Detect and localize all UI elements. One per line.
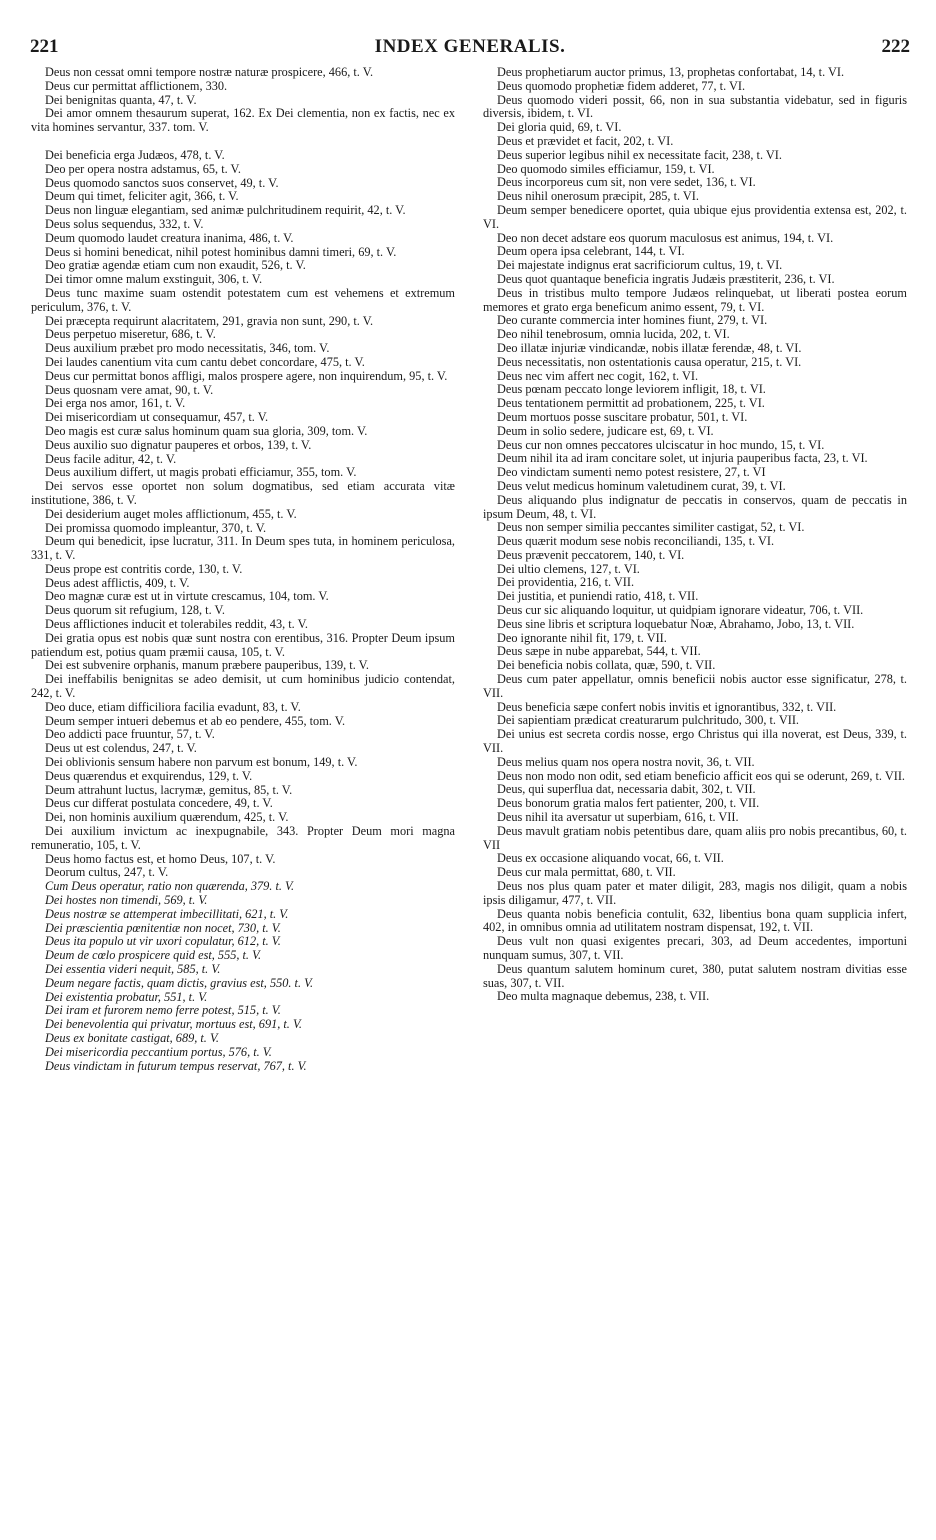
index-entry: Deus cur permittat afflictionem, 330.: [45, 78, 228, 93]
index-entry: Dei præscientia pœnitentiæ non nocet, 730, t. V.: [45, 920, 281, 935]
index-entry: Deus cum pater appellatur, omnis beneficii nobis auctor esse significatur, 278, t. VII.: [483, 672, 907, 700]
index-entry: Deo multa magnaque debemus, 238, t. VII.: [497, 989, 710, 1004]
index-entry: Dei amor omnem thesaurum superat, 162. Ex Dei clementia, non ex factis, nec ex vita homines servantur, 337. tom. V.: [31, 106, 455, 135]
index-entry: Deus superior legibus nihil ex necessitate facit, 238, t. VI.: [497, 147, 782, 162]
index-entry: Dei existentia probatur, 551, t. V.: [45, 989, 208, 1004]
index-entry: Deum semper intueri debemus et ab eo pendere, 455, tom. V.: [45, 713, 346, 728]
index-entry: Dei timor omne malum exstinguit, 306, t. V.: [45, 272, 263, 287]
index-entry: Deo non decet adstare eos quorum maculosus est animus, 194, t. VI.: [497, 230, 834, 245]
index-entry: Deus aliquando plus indignatur de peccatis in conservos, quam de peccatis in ipsum Deum, 48, t. VI.: [483, 492, 907, 521]
index-entry: Deus quot quantaque beneficia ingratis Judæis præstiterit, 236, t. VI.: [497, 271, 835, 286]
index-entry: Deus si homini benedicat, nihil potest hominibus damni timeri, 69, t. V.: [45, 244, 397, 259]
index-entry: Deus non linguæ elegantiam, sed animæ pulchritudinem requirit, 42, t. V.: [45, 203, 406, 218]
index-entry: Deus prophetiarum auctor primus, 13, prophetas confortabat, 14, t. VI.: [497, 65, 845, 79]
index-entry: Deus quantum salutem hominum curet, 380, putat salutem nostram divitias esse suas, 307, t. VII.: [483, 961, 907, 990]
index-entry: Deus bonorum gratia malos fert patienter, 200, t. VII.: [497, 796, 760, 811]
page-number-left: 221: [30, 36, 59, 57]
index-entry: Deus vindictam in futurum tempus reservat, 767, t. V.: [45, 1058, 307, 1073]
index-entry: Deus cur sic aliquando loquitur, ut quidpiam ignorare videatur, 706, t. VII.: [497, 603, 864, 618]
index-entry: Deus auxilium præbet pro modo necessitatis, 346, tom. V.: [45, 341, 330, 356]
index-entry: Deus sæpe in nube apparebat, 544, t. VII.: [497, 644, 701, 659]
index-entry: Dei misericordia peccantium portus, 576, t. V.: [45, 1044, 272, 1059]
index-entry: Deus nihil ita aversatur ut superbiam, 616, t. VII.: [497, 810, 739, 825]
index-entry: Dei præcepta requirunt alacritatem, 291, gravia non sunt, 290, t. V.: [45, 313, 374, 328]
index-entry: Deus non modo non odit, sed etiam beneficio afficit eos qui se oderunt, 269, t. VII.: [497, 768, 905, 783]
page-number-right: 222: [881, 36, 910, 57]
index-entry: Deus ut est colendus, 247, t. V.: [45, 741, 197, 756]
index-entry: Deus cur differat postulata concedere, 49, t. V.: [45, 796, 273, 811]
index-entry: Deo magnæ curæ est ut in virtute crescamus, 104, tom. V.: [45, 589, 329, 604]
running-title: INDEX GENERALIS.: [374, 36, 566, 57]
index-entry: Deus melius quam nos opera nostra novit, 36, t. VII.: [497, 754, 755, 769]
index-entry: Dei misericordiam ut consequamur, 457, t. V.: [45, 410, 269, 425]
index-entry: Deus nihil onerosum præcipit, 285, t. VI.: [497, 189, 699, 204]
index-entry: Deus quosnam vere amat, 90, t. V.: [45, 382, 214, 397]
index-entry: Dei est subvenire orphanis, manum præbere pauperibus, 139, t. V.: [45, 658, 369, 673]
index-entry: Deus afflictiones inducit et tolerabiles reddit, 43, t. V.: [45, 617, 308, 632]
index-entry: Dei oblivionis sensum habere non parvum est bonum, 149, t. V.: [45, 755, 358, 770]
index-entry: Deus perpetuo miseretur, 686, t. V.: [45, 327, 216, 342]
index-entry: Dei ineffabilis benignitas se adeo demisit, ut cum hominibus judicio contendat, 242, t. V.: [31, 672, 455, 701]
index-entry: Deus tentationem permittit ad probationem, 225, t. VI.: [497, 396, 765, 411]
index-entry: Dei iram et furorem nemo ferre potest, 515, t. V.: [45, 1003, 281, 1018]
index-entry: Dei justitia, et puniendi ratio, 418, t. VII.: [497, 589, 699, 604]
index-entry: Deus quorum sit refugium, 128, t. V.: [45, 603, 225, 618]
index-entry: Deus vult non quasi exigentes precari, 303, ad Deum accedentes, importuni nunquam sumus, 307, t. VII.: [483, 934, 907, 962]
index-entry: Deum semper benedicere oportet, quia ubique ejus providentia extensa est, 202, t. VI.: [483, 202, 907, 231]
index-entry: Deus ita populo ut vir uxori copulatur, 612, t. V.: [45, 934, 281, 949]
index-entry: Deum de cœlo prospicere quid est, 555, t. V.: [45, 948, 262, 963]
index-entry: Deus mavult gratiam nobis petentibus dare, quam aliis pro nobis precantibus, 60, t. VII: [483, 823, 907, 852]
index-entry: Deum qui benedicit, ipse lucratur, 311. In Deum spes tuta, in hominem periculosa, 331, t. V.: [31, 534, 455, 563]
index-entry: Deus non semper similia peccantes similiter castigat, 52, t. VI.: [497, 520, 805, 535]
index-entry: Deus quomodo sanctos suos conservet, 49, t. V.: [45, 175, 279, 190]
index-entry: Deum nihil ita ad iram concitare solet, ut injuria pauperibus facta, 23, t. VI.: [497, 451, 868, 466]
index-entry: Deus auxilium differt, ut magis probati efficiamur, 355, tom. V.: [45, 465, 357, 480]
index-entry: Deus pœnam peccato longe leviorem infligit, 18, t. VI.: [497, 382, 766, 397]
index-entry: Deo nihil tenebrosum, omnia lucida, 202, t. VI.: [497, 327, 730, 342]
index-entry: Deus quærendus et exquirendus, 129, t. V.: [45, 768, 253, 783]
index-entry: Deus nos plus quam pater et mater diligit, 283, magis nos diligit, quam a nobis ipsis diligamur, 477, t. VII.: [483, 879, 907, 907]
index-entry: Deus tunc maxime suam ostendit potestatem cum est vehemens et extremum periculum, 376, t. V.: [31, 285, 455, 314]
index-entry: Deus non cessat omni tempore nostræ naturæ prospicere, 466, t. V.: [45, 65, 374, 79]
index-entry: Deum qui timet, feliciter agit, 366, t. V.: [45, 189, 239, 204]
index-entry: Deus solus sequendus, 332, t. V.: [45, 216, 204, 231]
index-entry: Deus facile aditur, 42, t. V.: [45, 451, 177, 466]
index-entry: Dei laudes canentium vita cum cantu debet concordare, 475, t. V.: [45, 354, 365, 369]
index-entry: Deus quærit modum sese nobis reconciliandi, 135, t. VI.: [497, 534, 775, 549]
index-entry: Dei providentia, 216, t. VII.: [497, 575, 635, 590]
index-entry: Deo curante commercia inter homines fiunt, 279, t. VI.: [497, 313, 768, 328]
index-entry: Dei ultio clemens, 127, t. VI.: [497, 561, 640, 576]
index-entry: Dei beneficia nobis collata, quæ, 590, t. VII.: [497, 658, 716, 673]
index-entry: Dei majestate indignus erat sacrificiorum cultus, 19, t. VI.: [497, 258, 783, 273]
index-entry: Dei essentia videri nequit, 585, t. V.: [45, 962, 221, 976]
index-entry: Deus adest afflictis, 409, t. V.: [45, 575, 190, 590]
index-entry: Deus quomodo videri possit, 66, non in sua substantia videbatur, sed in figuris diversis, ibidem, t. VI.: [483, 92, 907, 121]
index-entry: Deum quomodo laudet creatura inanima, 486, t. V.: [45, 230, 294, 245]
index-entry: Deum mortuos posse suscitare probatur, 501, t. VI.: [497, 409, 748, 424]
index-entry: Cum Deus operatur, ratio non quærenda, 379. t. V.: [45, 879, 295, 894]
index-entry: Deus quomodo prophetiæ fidem adderet, 77, t. VI.: [497, 78, 746, 93]
index-entry: Dei unius est secreta cordis nosse, ergo Christus qui illa noverat, est Deus, 339, t. VII.: [483, 727, 907, 756]
index-entry: Deus et prævidet et facit, 202, t. VI.: [497, 133, 674, 148]
index-entry: Dei gratia opus est nobis quæ sunt nostra con erentibus, 316. Propter Deum ipsum patiendum est, potius quam præmii causa, 105, t. V.: [31, 630, 455, 659]
index-entry: Deus in tristibus multo tempore Judæos relinquebat, ut liberati postea eorum memores et grato erga beneficum animo essent, 79, t. VI.: [483, 285, 907, 314]
index-entry: Deorum cultus, 247, t. V.: [45, 865, 169, 880]
index-entry: Deus ex bonitate castigat, 689, t. V.: [45, 1030, 219, 1045]
index-entry: Dei beneficia erga Judæos, 478, t. V.: [45, 147, 225, 162]
index-entry: Deus prope est contritis corde, 130, t. V.: [45, 561, 243, 576]
index-entry: Deus cur non omnes peccatores ulciscatur in hoc mundo, 15, t. VI.: [497, 437, 825, 452]
index-entry: Dei desiderium auget moles afflictionum, 455, t. V.: [45, 506, 297, 521]
index-entry: Deo gratiæ agendæ etiam cum non exaudit, 526, t. V.: [45, 258, 306, 273]
index-entry: Deo duce, etiam difficiliora facilia evadunt, 83, t. V.: [45, 699, 301, 714]
index-entry: Dei benevolentia qui privatur, mortuus est, 691, t. V.: [45, 1017, 302, 1032]
index-entry: Deus velut medicus hominum valetudinem curat, 39, t. VI.: [497, 478, 786, 493]
index-entry: Dei, non hominis auxilium quærendum, 425, t. V.: [45, 810, 289, 825]
index-entry: Deo vindictam sumenti nemo potest resistere, 27, t. VI: [497, 465, 766, 480]
index-entry: Dei hostes non timendi, 569, t. V.: [45, 893, 208, 908]
index-entry: Deo magis est curæ salus hominum quam sua gloria, 309, tom. V.: [45, 423, 368, 438]
right-column: [483, 66, 907, 1004]
index-entry: Deo per opera nostra adstamus, 65, t. V.: [45, 161, 241, 176]
index-entry: Deum in solio sedere, judicare est, 69, t. VI.: [497, 423, 714, 438]
index-entry: Deum opera ipsa celebrant, 144, t. VI.: [497, 244, 685, 259]
running-header: [30, 36, 910, 58]
index-entry: Deo addicti pace fruuntur, 57, t. V.: [45, 727, 215, 742]
index-entry: Deus auxilio suo dignatur pauperes et orbos, 139, t. V.: [45, 437, 312, 452]
index-entry: Deus nostræ se attemperat imbecillitati, 621, t. V.: [45, 906, 289, 921]
index-entry: Deum attrahunt luctus, lacrymæ, gemitus, 85, t. V.: [45, 782, 293, 797]
index-entry: Dei gloria quid, 69, t. VI.: [497, 120, 622, 135]
index-entry: Dei promissa quomodo impleantur, 370, t. V.: [45, 520, 267, 535]
index-entry: Deo quomodo similes efficiamur, 159, t. VI.: [497, 161, 715, 176]
index-entry: Deus cur permittat bonos affligi, malos prospere agere, non inquirendum, 95, t. V.: [45, 368, 448, 383]
index-entry: Dei erga nos amor, 161, t. V.: [45, 396, 186, 411]
index-entry: Deus nec vim affert nec cogit, 162, t. VI.: [497, 368, 699, 383]
index-entry: Deus necessitatis, non ostentationis causa operatur, 215, t. VI.: [497, 354, 802, 369]
index-entry: Deus ex occasione aliquando vocat, 66, t. VII.: [497, 851, 724, 866]
index-entry: Deo ignorante nihil fit, 179, t. VII.: [497, 630, 667, 645]
index-entry: Deus incorporeus cum sit, non vere sedet, 136, t. VI.: [497, 175, 756, 190]
index-entry: Deus, qui superflua dat, necessaria dabit, 302, t. VII.: [497, 782, 756, 797]
index-entry: Deum negare factis, quam dictis, gravius est, 550. t. V.: [45, 975, 314, 990]
index-entry: Deus quanta nobis beneficia contulit, 632, libentius bona quam supplicia infert, 402, in omnibus omnia ad utilitatem nostram dispensat, 192, t. VII.: [483, 906, 907, 935]
index-entry: Deus cur mala permittat, 680, t. VII.: [497, 865, 676, 880]
index-entry: Deus homo factus est, et homo Deus, 107, t. V.: [45, 851, 276, 866]
left-column: [31, 66, 455, 1073]
index-entry: Deus prævenit peccatorem, 140, t. VI.: [497, 547, 685, 562]
index-entry: Dei auxilium invictum ac inexpugnabile, 343. Propter Deum mori magna remuneratio, 105, t. V.: [31, 824, 455, 852]
index-entry: Deo illatæ injuriæ vindicandæ, nobis illatæ ferendæ, 48, t. VI.: [497, 340, 802, 355]
index-entry: Deus sine libris et scriptura loquebatur Noæ, Abrahamo, Jobo, 13, t. VII.: [497, 616, 855, 631]
index-entry: Dei benignitas quanta, 47, t. V.: [45, 92, 197, 107]
index-entry: Deus beneficia sæpe confert nobis invitis et ignorantibus, 332, t. VII.: [497, 699, 837, 714]
index-entry: Dei servos esse oportet non solum dogmatibus, sed etiam accurata vitæ institutione, 386, t. V.: [31, 479, 455, 507]
index-entry: Dei sapientiam prædicat creaturarum pulchritudo, 300, t. VII.: [497, 713, 799, 728]
